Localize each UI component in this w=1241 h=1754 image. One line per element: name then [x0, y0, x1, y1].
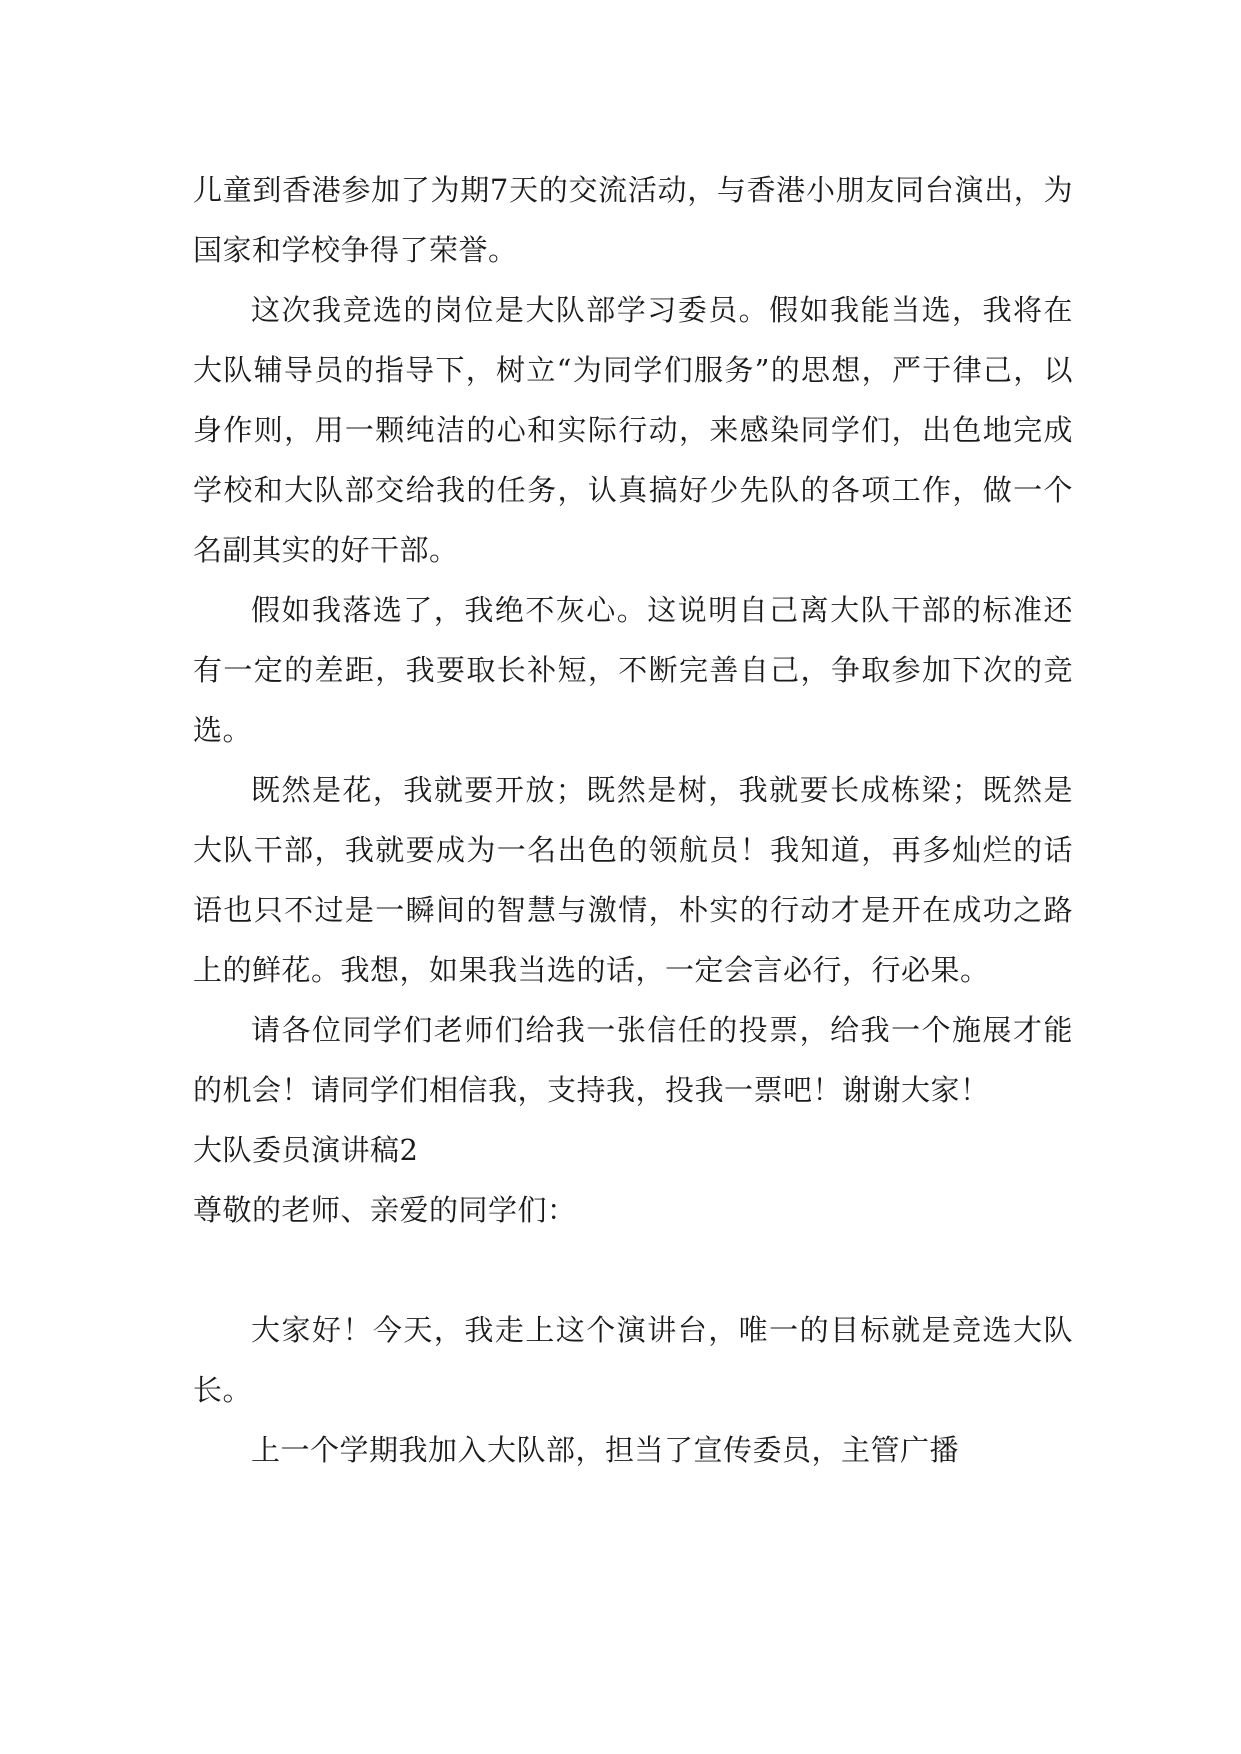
blank-line — [193, 1240, 1073, 1300]
paragraph-resolve: 既然是花，我就要开放；既然是树，我就要长成栋梁；既然是大队干部，我就要成为一名出色的领航员！我知道，再多灿烂的话语也只不过是一瞬间的智慧与激情，朴实的行动才是开在成功之路上的鲜花。我想，如果我当选的话，一定会言必行，行必果。 — [193, 773, 1073, 987]
section-title: 大队委员演讲稿2 — [193, 1133, 419, 1167]
paragraph-closing: 请各位同学们老师们给我一张信任的投票，给我一个施展才能的机会！请同学们相信我，支持我，投我一票吧！谢谢大家！ — [193, 1013, 1073, 1107]
paragraph-position: 这次我竞选的岗位是大队部学习委员。假如我能当选，我将在大队辅导员的指导下，树立“为同学们服务”的思想，严于律己，以身作则，用一颗纯洁的心和实际行动，来感染同学们，出色地完成学校和大队部交给我的任务，认真搞好少先队的各项工作，做一个名副其实的好干部。 — [193, 293, 1073, 567]
salutation: 尊敬的老师、亲爱的同学们： — [193, 1193, 577, 1227]
paragraph-last-term: 上一个学期我加入大队部，担当了宣传委员，主管广播 — [251, 1433, 960, 1467]
paragraph-greeting: 大家好！今天，我走上这个演讲台，唯一的目标就是竞选大队长。 — [193, 1313, 1073, 1407]
document-body — [193, 160, 1073, 1480]
paragraph-continued: 儿童到香港参加了为期7天的交流活动，与香港小朋友同台演出，为国家和学校争得了荣誉。 — [193, 173, 1073, 267]
paragraph-if-lose: 假如我落选了，我绝不灰心。这说明自己离大队干部的标准还有一定的差距，我要取长补短，不断完善自己，争取参加下次的竞选。 — [193, 593, 1073, 747]
